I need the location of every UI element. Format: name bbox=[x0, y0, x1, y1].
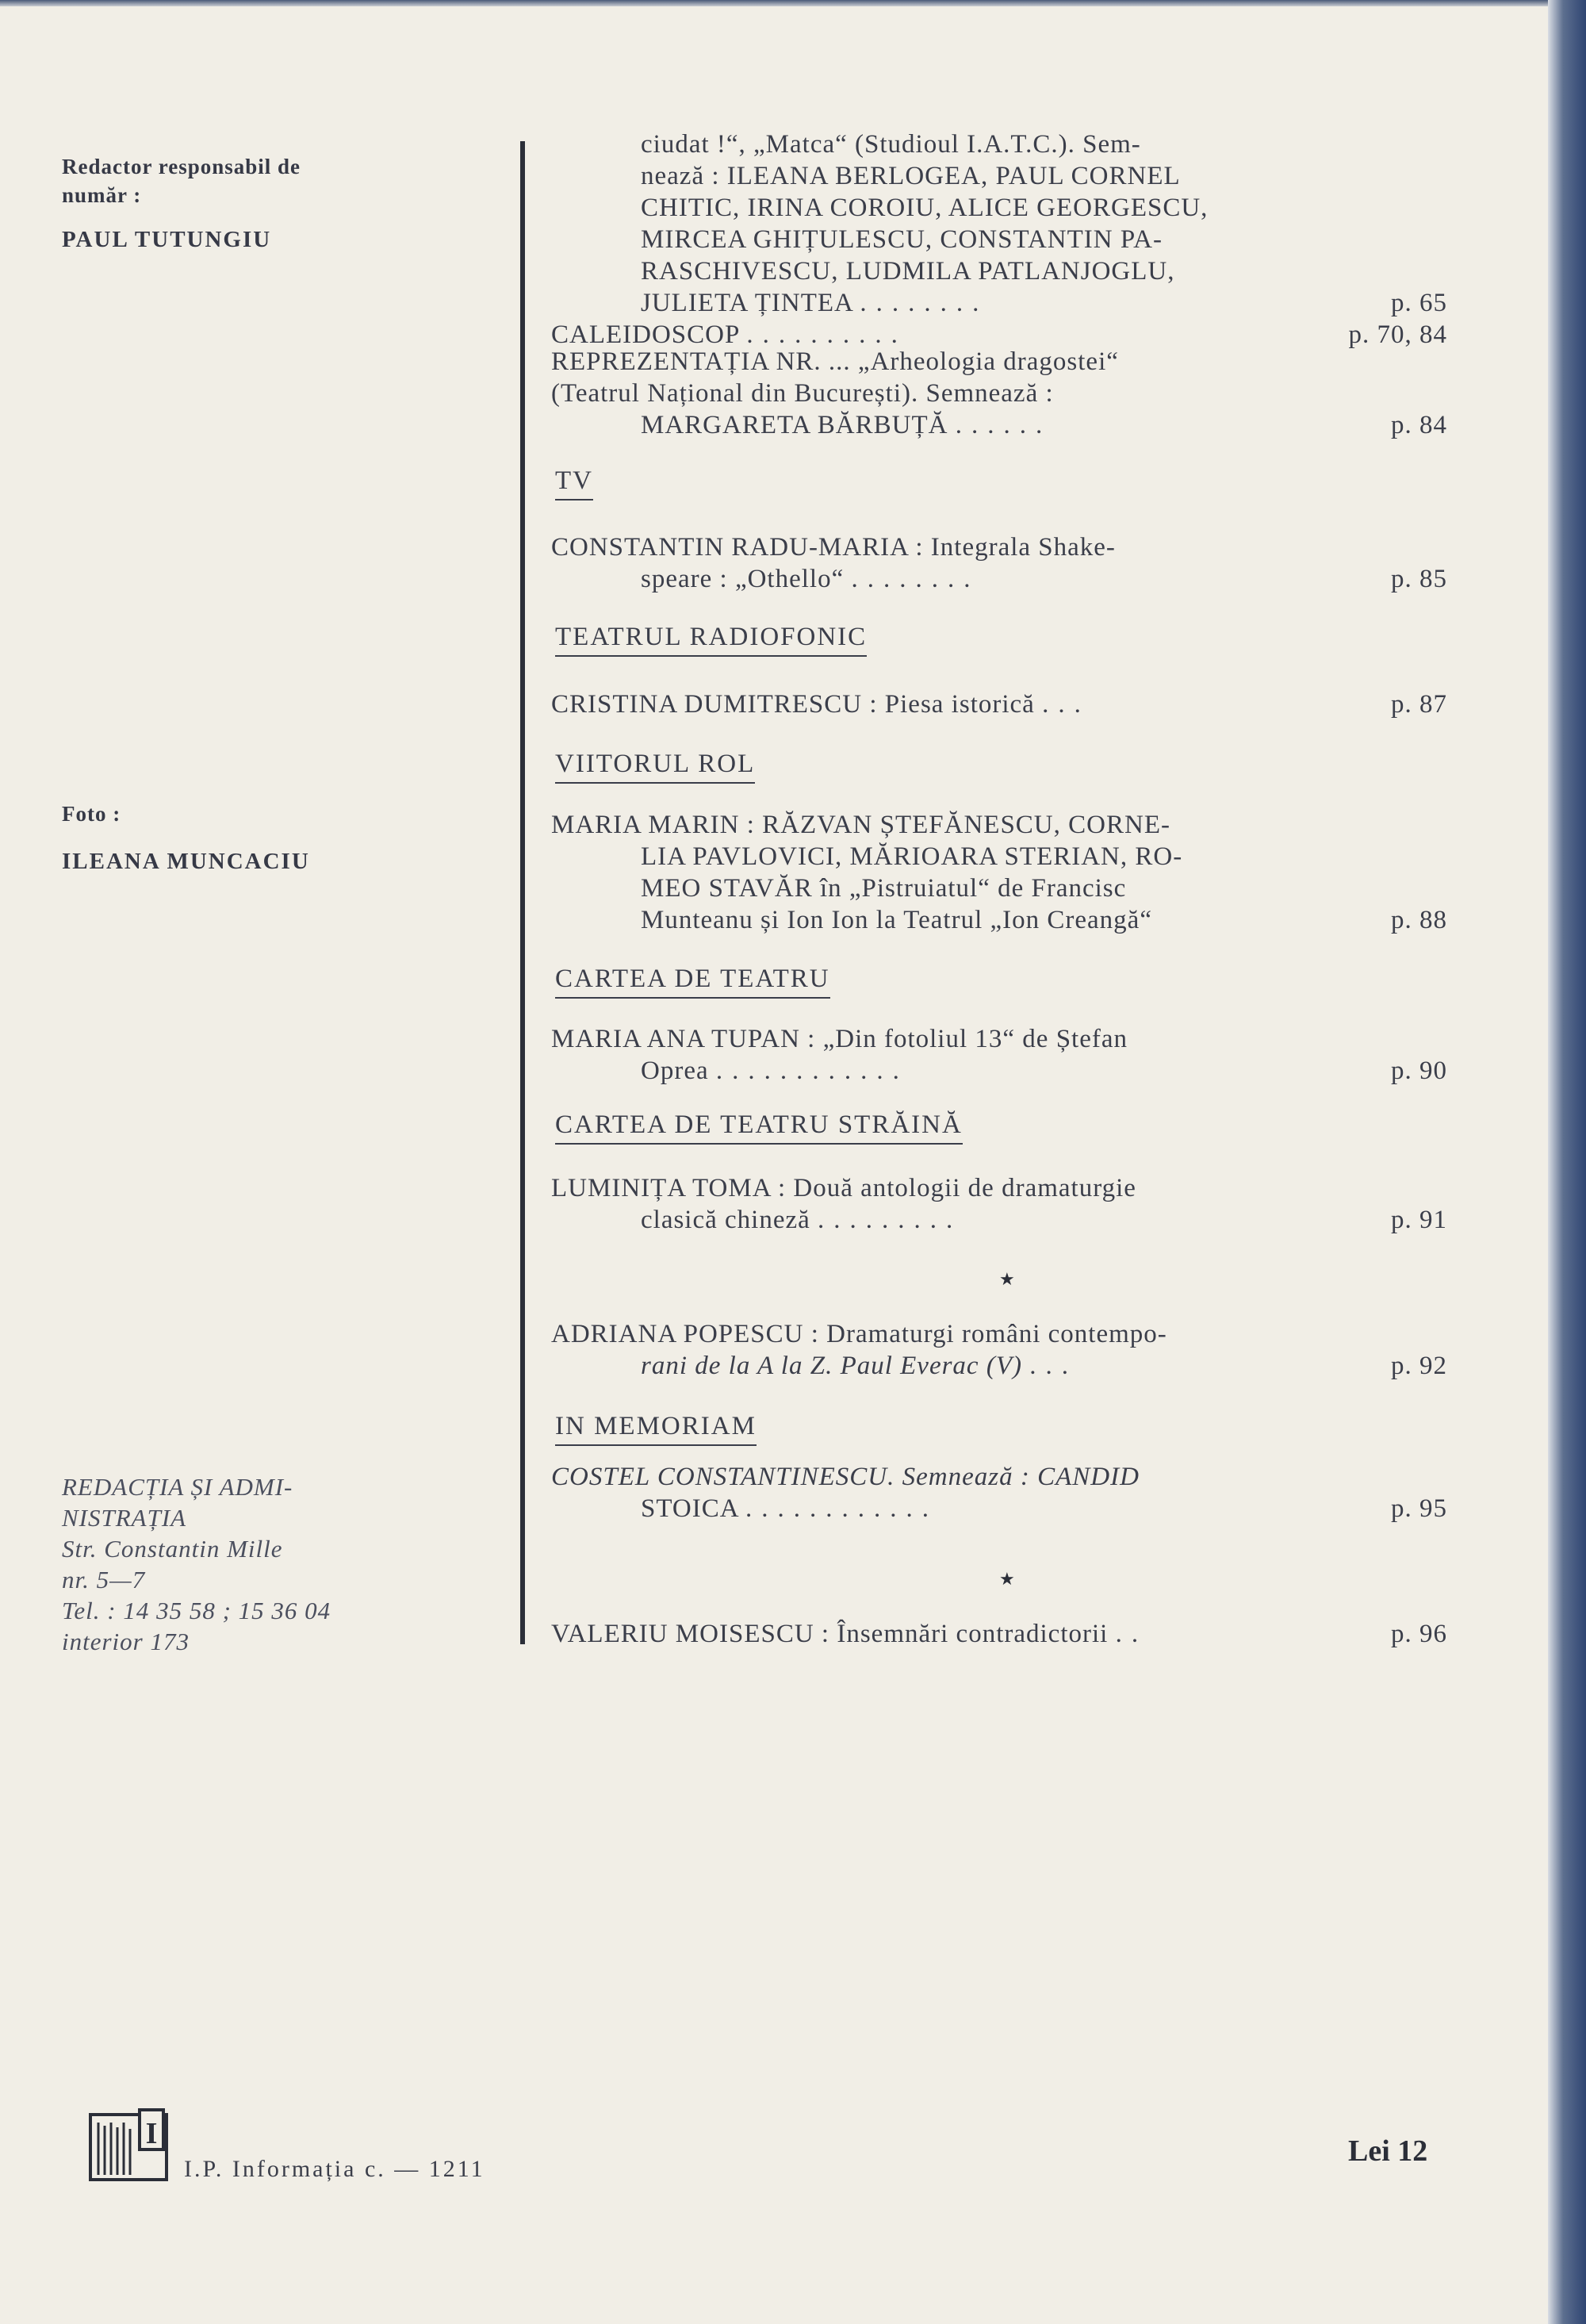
toc-line-text: COSTEL CONSTANTINESCU. Semnează : CANDID bbox=[551, 1463, 1140, 1491]
leader-dots: .......... bbox=[746, 320, 907, 349]
toc-entry bbox=[551, 1461, 1447, 1524]
editor-name: PAUL TUTUNGIU bbox=[62, 227, 272, 252]
toc-line bbox=[551, 1350, 1447, 1382]
section-heading-memoriam: IN MEMORIAM bbox=[555, 1412, 757, 1446]
page-number: p. 88 bbox=[1391, 906, 1447, 934]
toc-line-text: rani de la A la Z. Paul Everac (V) bbox=[641, 1352, 1022, 1380]
toc-line bbox=[551, 1618, 1447, 1650]
toc-line bbox=[551, 563, 1447, 595]
page-number: p. 92 bbox=[1391, 1352, 1447, 1380]
toc-line bbox=[551, 1055, 1447, 1087]
toc-line: (Teatrul Național din București). Semnează : bbox=[551, 379, 1054, 408]
page-number: p. 87 bbox=[1391, 690, 1447, 719]
toc-line: LIA PAVLOVICI, MĂRIOARA STERIAN, RO- bbox=[641, 842, 1183, 871]
page-number: p. 65 bbox=[1391, 289, 1447, 317]
page-number: p. 96 bbox=[1391, 1620, 1447, 1648]
toc-entry bbox=[551, 1318, 1447, 1382]
toc-line-text: Oprea bbox=[641, 1057, 709, 1085]
toc-line-text: STOICA bbox=[641, 1494, 738, 1523]
section-heading-carte: CARTEA DE TEATRU bbox=[555, 964, 830, 999]
toc-line: CHITIC, IRINA COROIU, ALICE GEORGESCU, bbox=[641, 194, 1209, 222]
address-line: Tel. : 14 35 58 ; 15 36 04 bbox=[62, 1597, 331, 1624]
page-top-edge bbox=[0, 0, 1586, 6]
photo-credit bbox=[62, 800, 427, 875]
toc-line: ciudat !“, „Matca“ (Studioul I.A.T.C.). Sem- bbox=[641, 130, 1141, 159]
toc-line: CONSTANTIN RADU-MARIA : Integrala Shake- bbox=[551, 533, 1116, 562]
toc-entry bbox=[551, 688, 1447, 720]
address-line: interior 173 bbox=[62, 1628, 190, 1655]
toc-line bbox=[551, 688, 1447, 720]
toc-entry bbox=[551, 1023, 1447, 1087]
page-number: p. 90 bbox=[1391, 1057, 1447, 1085]
address-line: NISTRAȚIA bbox=[62, 1504, 187, 1532]
page-number: p. 95 bbox=[1391, 1494, 1447, 1523]
leader-dots: ........ bbox=[851, 565, 980, 593]
toc-entry bbox=[551, 346, 1447, 441]
leader-dots: ............ bbox=[745, 1494, 939, 1523]
toc-line: nează : ILEANA BERLOGEA, PAUL CORNEL bbox=[641, 162, 1181, 190]
leader-dots: ............ bbox=[715, 1057, 909, 1085]
toc-line: MARIA ANA TUPAN : „Din fotoliul 13“ de Ștefan bbox=[551, 1025, 1128, 1053]
toc-line bbox=[551, 287, 1447, 319]
book-spine-edge bbox=[1548, 0, 1586, 2324]
leader-dots: .. bbox=[1115, 1620, 1148, 1648]
printer-info: I.P. Informația c. — 1211 bbox=[184, 2156, 485, 2182]
printer-logo-icon bbox=[89, 2108, 168, 2181]
photo-label: Foto : bbox=[62, 802, 121, 826]
leader-dots: ... bbox=[1029, 1352, 1078, 1380]
toc-line: RASCHIVESCU, LUDMILA PATLANJOGLU, bbox=[641, 257, 1175, 286]
toc-line bbox=[551, 409, 1447, 441]
toc-entry bbox=[551, 531, 1447, 595]
editor-credit bbox=[62, 152, 427, 253]
toc-line-text: CRISTINA DUMITRESCU : Piesa istorică bbox=[551, 690, 1035, 719]
editor-label-2: număr : bbox=[62, 183, 142, 207]
address-block bbox=[62, 1471, 427, 1657]
toc-line: Munteanu și Ion Ion la Teatrul „Ion Creangă“ bbox=[641, 906, 1152, 934]
page-number: p. 84 bbox=[1391, 411, 1447, 439]
separator-star-icon: ★ bbox=[999, 1569, 1015, 1589]
section-heading-straina: CARTEA DE TEATRU STRĂINĂ bbox=[555, 1110, 963, 1145]
page-number: p. 91 bbox=[1391, 1206, 1447, 1234]
toc-line: MIRCEA GHIȚULESCU, CONSTANTIN PA- bbox=[641, 225, 1163, 254]
leader-dots: ........ bbox=[860, 289, 989, 317]
toc-line-text: VALERIU MOISESCU : Însemnări contradictorii bbox=[551, 1620, 1109, 1648]
toc-line bbox=[551, 1318, 1447, 1350]
toc-line: REPREZENTAȚIA NR. ... „Arheologia dragostei“ bbox=[551, 347, 1119, 376]
toc-line: LUMINIȚA TOMA : Două antologii de dramaturgie bbox=[551, 1174, 1136, 1202]
column-divider bbox=[520, 141, 525, 1644]
page-number: p. 85 bbox=[1391, 565, 1447, 593]
separator-star-icon: ★ bbox=[999, 1269, 1015, 1289]
section-heading-radio: TEATRUL RADIOFONIC bbox=[555, 623, 867, 657]
editor-label-1: Redactor responsabil de bbox=[62, 155, 301, 178]
toc-line: MARIA MARIN : RĂZVAN ȘTEFĂNESCU, CORNE- bbox=[551, 811, 1170, 839]
toc-line-text: JULIETA ȚINTEA bbox=[641, 289, 853, 317]
toc-line-text: MARGARETA BĂRBUȚĂ bbox=[641, 411, 948, 439]
section-heading-tv: TV bbox=[555, 466, 593, 500]
logo-mark: I bbox=[145, 2117, 158, 2150]
toc-entry bbox=[551, 1618, 1447, 1650]
toc-line-text: ADRIANA POPESCU : Dramaturgi români contempo- bbox=[551, 1320, 1167, 1348]
toc-entry bbox=[551, 1172, 1447, 1236]
page-number: p. 70, 84 bbox=[1348, 320, 1447, 349]
toc-line: MEO STAVĂR în „Pistruiatul“ de Francisc bbox=[641, 874, 1127, 903]
toc-line bbox=[551, 1493, 1447, 1524]
photo-name: ILEANA MUNCACIU bbox=[62, 849, 310, 874]
address-line: REDACȚIA ȘI ADMI- bbox=[62, 1473, 293, 1501]
address-line: nr. 5—7 bbox=[62, 1566, 146, 1593]
price-label: Lei 12 bbox=[1348, 2134, 1428, 2168]
toc-entry bbox=[551, 128, 1447, 319]
toc-entry bbox=[551, 809, 1447, 936]
address-line: Str. Constantin Mille bbox=[62, 1535, 283, 1563]
leader-dots: ...... bbox=[955, 411, 1052, 439]
leader-dots: ... bbox=[1042, 690, 1090, 719]
toc-line bbox=[551, 1204, 1447, 1236]
toc-line-text: clasică chineză bbox=[641, 1206, 810, 1234]
toc-line-text: CALEIDOSCOP bbox=[551, 320, 740, 349]
leader-dots: ......... bbox=[818, 1206, 963, 1234]
toc-line bbox=[551, 1461, 1447, 1493]
section-heading-rol: VIITORUL ROL bbox=[555, 750, 755, 784]
toc-line-text: speare : „Othello“ bbox=[641, 565, 845, 593]
